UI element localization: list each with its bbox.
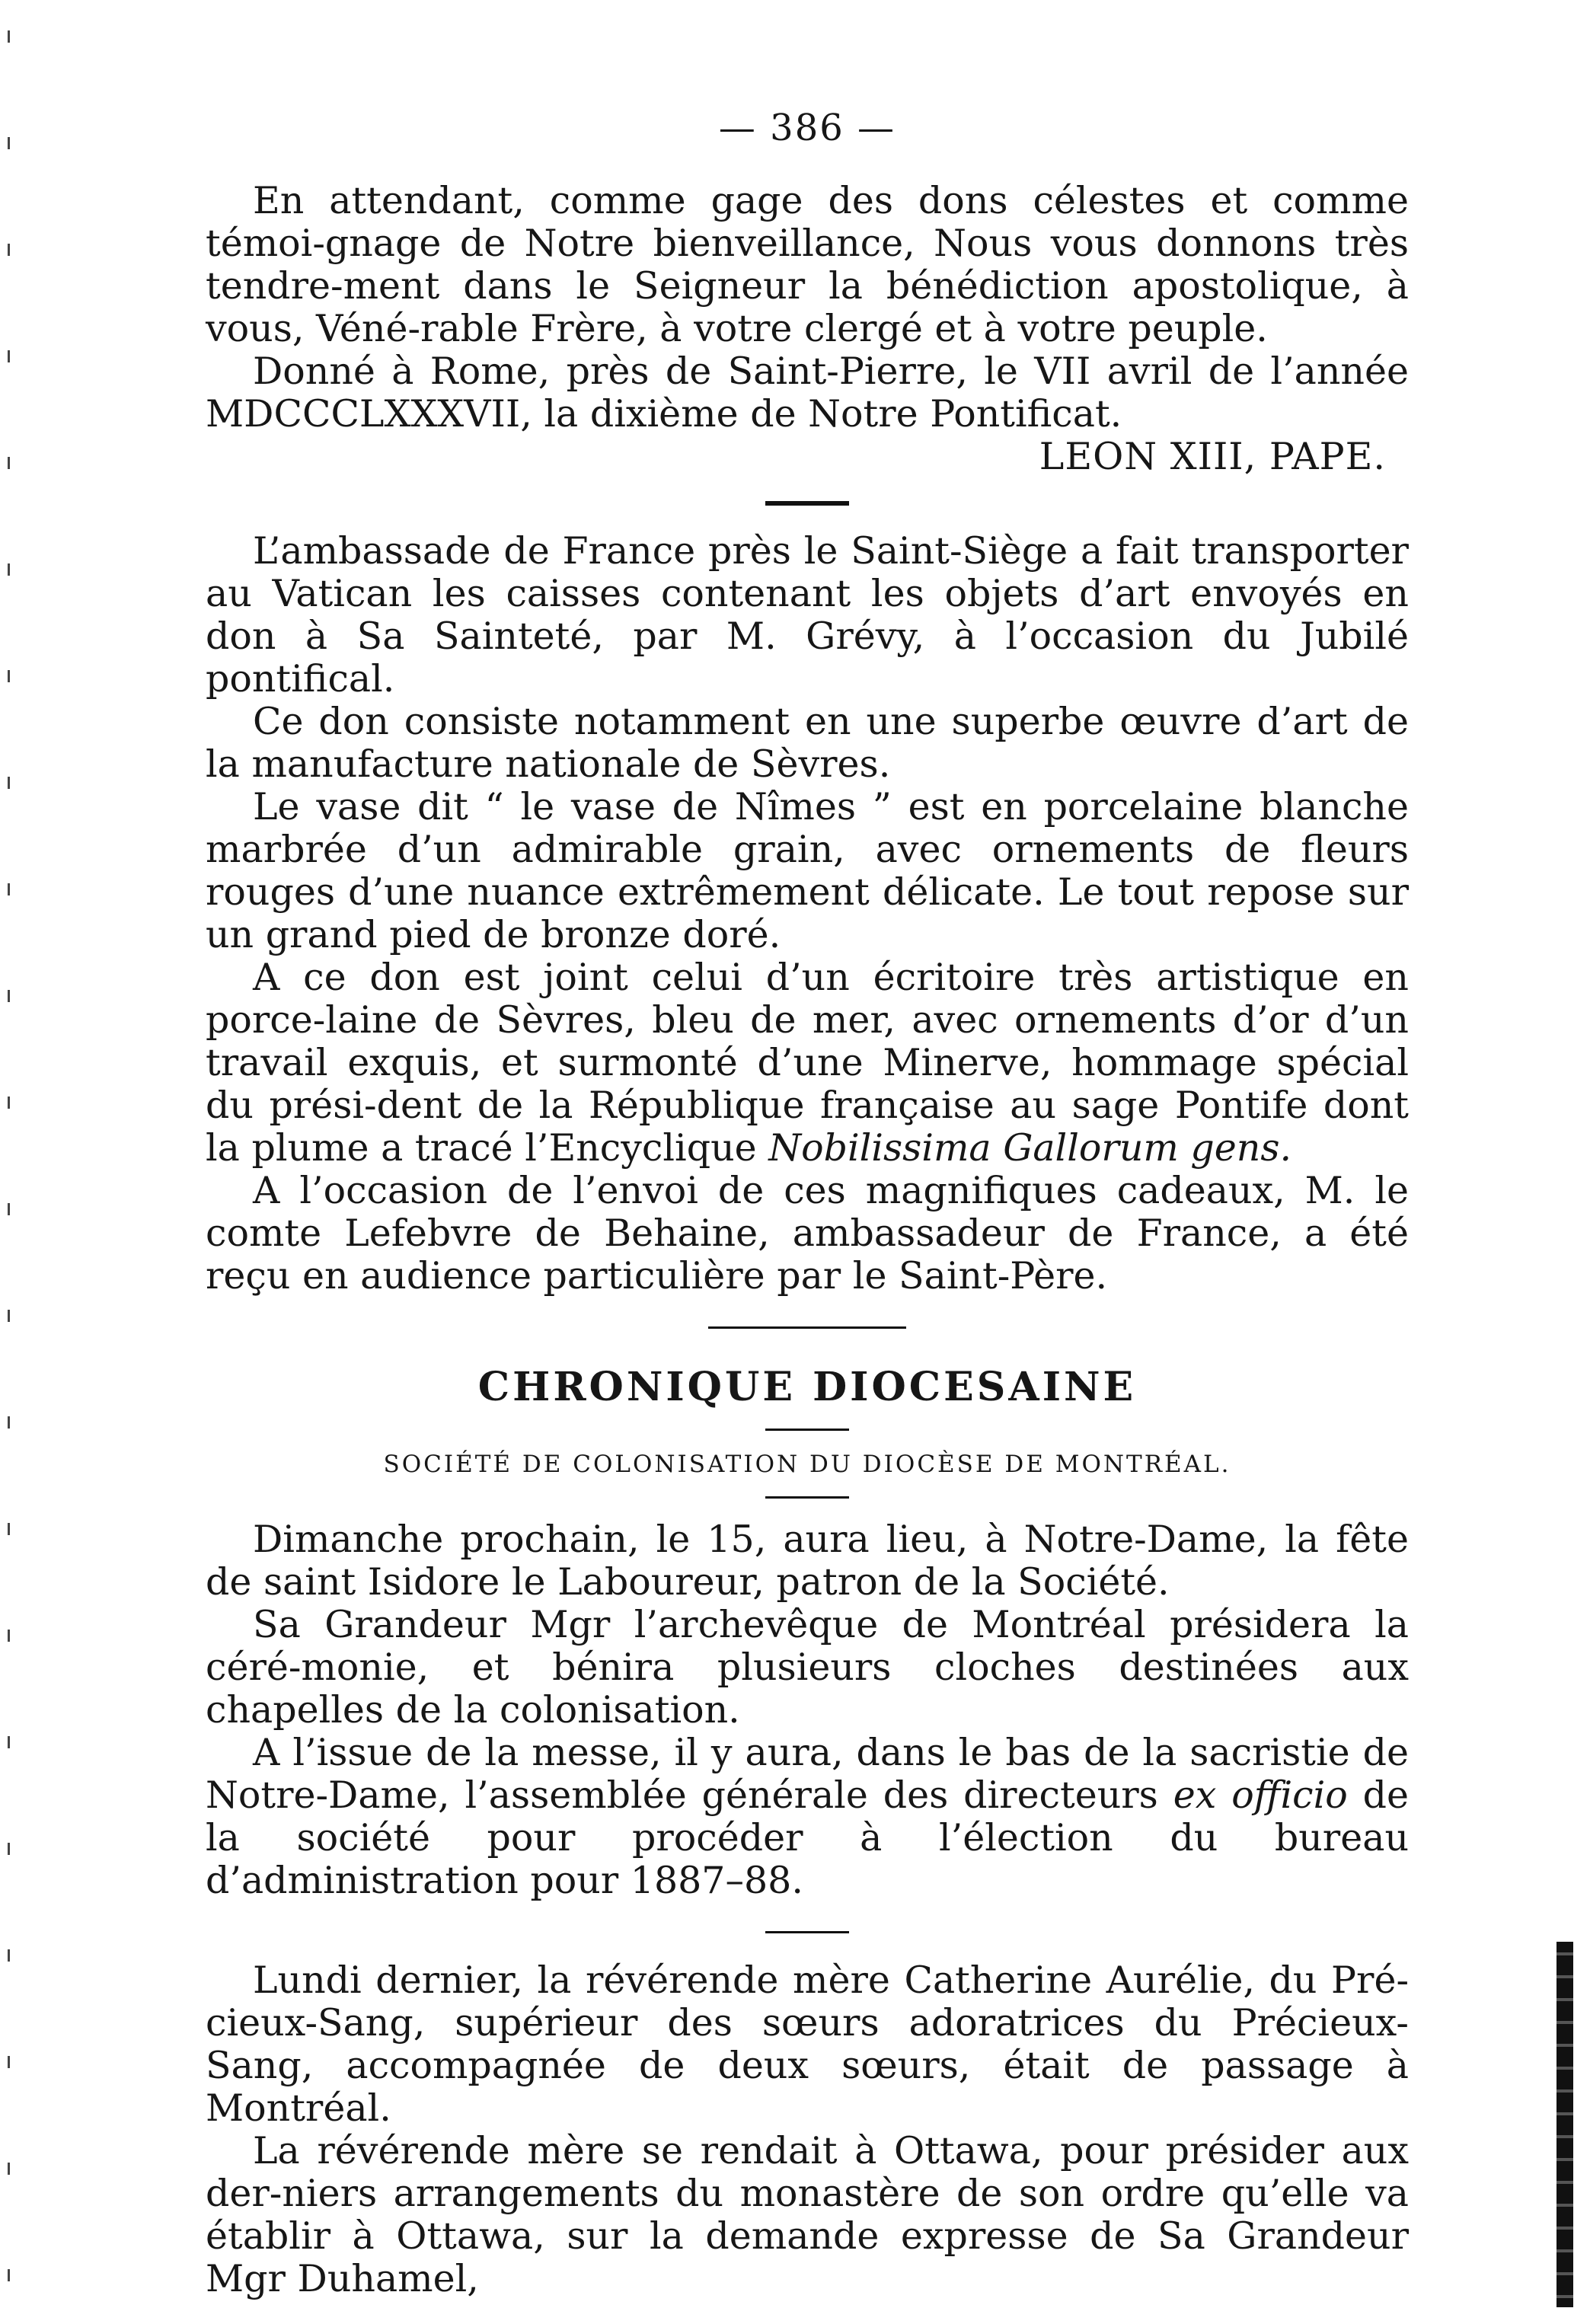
subtitle-rule — [765, 1496, 849, 1499]
paragraph-fete: Dimanche prochain, le 15, aura lieu, à Notre-Dame, la fête de saint Isidore le Laboureur, patron de la Société. — [206, 1518, 1409, 1604]
assemblee-text: A l’issue de la messe, il y aura, dans le bas de la sacristie de Notre-Dame, l’assemblée générale des directeurs — [206, 1731, 1409, 1817]
paragraph-assemblee — [206, 1732, 1409, 1902]
scan-left-edge — [8, 0, 10, 2324]
title-rule — [765, 1429, 849, 1431]
paragraph-ecritoire — [206, 956, 1409, 1170]
paragraph-visite: Lundi dernier, la révérende mère Catherine Aurélie, du Pré-cieux-Sang, supérieur des sœurs adoratrices du Précieux-Sang, accompagnée de deux sœurs, était de passage à Montréal. — [206, 1958, 1409, 2130]
separator-rule-2 — [765, 1931, 849, 1933]
paragraph-embassy: L’ambassade de France près le Saint-Siège a fait transporter au Vatican les caisses contenant les objets d’art envoyés en don à Sa Sainteté, par M. Grévy, à l’occasion du Jubilé pontifical. — [206, 529, 1409, 701]
paragraph-gift: Ce don consiste notamment en une superbe œuvre d’art de la manufacture nationale de Sèvres. — [206, 700, 1409, 786]
section-separator-rule — [708, 1326, 906, 1329]
ex-officio: ex officio — [1173, 1773, 1348, 1817]
section-subtitle: SOCIÉTÉ DE COLONISATION DU DIOCÈSE DE MONTRÉAL. — [383, 1451, 1231, 1478]
paragraph-vase: Le vase dit “ le vase de Nîmes ” est en porcelaine blanche marbrée d’un admirable grain, avec ornements de fleurs rouges d’une nuance extrêmement délicate. Le tout repose sur un grand pied de bronze doré. — [206, 785, 1409, 956]
paragraph-ottawa: La révérende mère se rendait à Ottawa, pour présider aux der-niers arrangements du monastère de son ordre qu’elle va établir à Ottawa, sur la demande expresse de Sa Grandeur Mgr Duhamel, — [206, 2129, 1409, 2300]
paragraph-blessing: En attendant, comme gage des dons célestes et comme témoi-gnage de Notre bienveillance, Nous vous donnons très tendre-ment dans le Seigneur la bénédiction apostolique, à vous, Véné-rable Frère, à votre clergé et à votre peuple. — [206, 179, 1409, 350]
assemblee-text-end: de la société pour procéder à l’élection du bureau d’administration pour 1887–88. — [206, 1773, 1409, 1902]
ecritoire-text: A ce don est joint celui d’un écritoire très artistique en porce-laine de Sèvres, bleu de mer, avec ornements d’or d’un travail exquis, et surmonté d’une Minerve, hommage spécial du prési-dent de la République française au sage Pontife dont la plume a tracé l’Encyclique — [206, 956, 1409, 1170]
section-title: CHRONIQUE DIOCESAINE — [477, 1364, 1137, 1410]
encyclical-title: Nobilissima Gallorum gens. — [768, 1126, 1292, 1170]
page — [206, 107, 1409, 2300]
papal-signature: LEON XIII, PAPE. — [1039, 435, 1386, 478]
separator-rule — [765, 501, 849, 506]
scan-right-edge — [1556, 1942, 1573, 2307]
paragraph-date: Donné à Rome, près de Saint-Pierre, le VII avril de l’année MDCCCLXXXVII, la dixième de Notre Pontificat. — [206, 350, 1409, 436]
paragraph-audience: A l’occasion de l’envoi de ces magnifiques cadeaux, M. le comte Lefebvre de Behaine, ambassadeur de France, a été reçu en audience particulière par le Saint-Père. — [206, 1169, 1409, 1298]
page-number: — 386 — — [718, 107, 896, 149]
paragraph-ceremonie: Sa Grandeur Mgr l’archevêque de Montréal présidera la céré-monie, et bénira plusieurs cloches destinées aux chapelles de la colonisation. — [206, 1603, 1409, 1732]
